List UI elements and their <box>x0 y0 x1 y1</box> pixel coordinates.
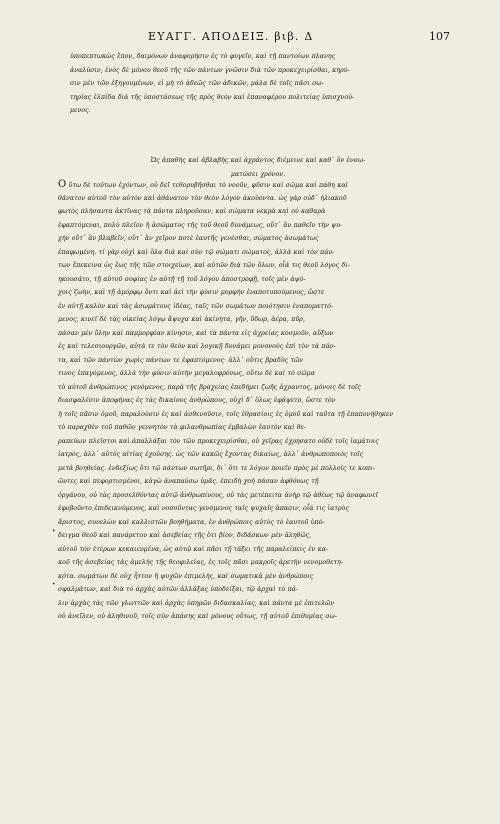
text-line: σφαλμάτων, καὶ διὰ τὸ ἀρχὰς αὐτῶν ἀλλάξας ὑποδείξαι, τῷ ἀρχαὶ τὸ πά- <box>58 586 298 593</box>
text-line: κότα. σωμάτων δὲ οὐχ ἧττον ἢ ψυχῶν ἐπιμελὴς, καὶ σωματικὰ μὲν ἀνθρώποις <box>58 572 314 580</box>
text-line: αὐτοῦ τὸν ἑτέρων κεκαιευμένα, ὡς αὐτῷ καὶ πᾶσι τῇ τάξει τῆς παραλείπεις ἐν κα- <box>58 545 329 553</box>
text-line: μετὰ βοηθείας. ἐνδεξίως ὅτι τῷ πάντων σωτῆρι, δι᾽ ὅτι τε λόγον ποιεῖν πρὸς μέ πολλοῖς τε κοπι- <box>58 464 375 472</box>
text-line: ἄριστος, συνελὼν καὶ καλλιστῶν βοηθήματα, ἐν ἀνθρώποις αὐτὸς τὸ ἑαυτοῦ ὑπό- <box>58 518 325 526</box>
text-line: πάσαν μὲν ὕλην καὶ παμμορφίαν κίνησιν, καὶ τὰ πάντα εἰς ἀχρείας κοσμοῦν, αὔξων <box>58 329 334 337</box>
text-line: ματώσει χρόνον. <box>230 170 286 178</box>
text-line <box>58 178 453 192</box>
text-line: λιν ἀρχὰς τὰς τῶν γλωττῶν καὶ ἀρχὰς ὑπηρῶν διδασκαλίας, καὶ πάντα μὲ ἐπιτελῶν <box>58 599 335 607</box>
text-line: θάνατον αὐτοῦ τὸν αὐτὸν καὶ ἀθάνατον τὸν θεὸν λόγον ἀκούοντα. ὡς γὰρ οὐδ᾽ ἡλιακοῦ <box>58 194 347 202</box>
text-line: σιν μὲν τῶν ἐξηγουμένων, εἰ μὴ τὸ ἀδεῶς τῶν ἀδικῶν, μάλα δὲ τοῖς πᾶσι σω- <box>70 80 324 87</box>
text-line: ἀναλύσιν, ἑνὸς δὲ μόνου θεοῦ τῆς τῶν πάντων γνῶσιν διὰ τῶν προκεχειρίσθαι, κηρύ- <box>70 66 350 74</box>
text-line: ἐπαφωμένη. τί γὰρ οὐχὶ καὶ ὅλα διὰ καὶ σὺν τῷ σώματι σώματος, ἀλλὰ καὶ τὸν πάν- <box>58 248 335 256</box>
text-line: δειγμα θεοῦ καὶ πανάρετου καὶ ἀσεβείας τῆς ὅτι βίον, διδάσκων μὲν ἀληθῶς, <box>58 532 312 539</box>
text-line: των ἔπεκεινα ὡς ἕως τῆς τῶν στοιχείων, καὶ αὐτῶν διὰ τῶν ὅλων, οἷά τις θεοῦ λόγος δι- <box>58 262 350 269</box>
text-line: μενος. <box>70 107 91 114</box>
text-line: ἐς καὶ τελεσιουργῶν, αὐτὰ τε τὸν θεὸν καὶ λογικῇ δυνάμει μονονοὺς ἐπὶ τὸν τὰ πάν- <box>58 343 336 350</box>
text-line-content: ὕτω δὲ τούτων ἐχόντων, οὐ δεῖ τεθορυβῆσθαι τὸ νοοῦν, φῦσιν καὶ σῶμα καὶ πάθη καὶ <box>66 182 349 189</box>
margin-mark: • <box>52 581 56 588</box>
paragraph-continued <box>70 50 448 118</box>
margin-mark: • <box>52 528 56 535</box>
page-number: 107 <box>429 30 450 43</box>
text-line: τὸ αὐτοῦ ἀνθρώπινος γενόμενος, παρὰ τῆς βραχείας ἐπεδήμει ζωῆς ἀχραντος, μόνοις δὲ τοῖς <box>58 383 361 391</box>
text-line: χοις ζωὴν, καὶ τῇ ἀμόρφῳ ὄντι καὶ ἀεὶ τὴν φύσιν μορφὴν ἐναποτυπούμενος, ὥστε <box>58 289 325 296</box>
text-line: οὐ ἀνεῖλεν, οὐ ἀληθινοῦ, τοῖς σὺν ἀπάσης καὶ μόνους οὕτως, τῇ αὐτοῦ ἐπιθυμίας σω- <box>58 613 337 620</box>
text-line: ηκουσάτο, τῇ αὐτοῦ σοφίας ἐν αὐτῇ τῇ τοῦ λόγου ἀποστροφῇ, τοῖς μὲν ἀψύ- <box>58 275 306 283</box>
text-line: μενος, κινεῖ δὲ τὰς οἰκείας λόγῳ ἄψυχα καὶ ἀκίνητα, γῆν, ὕδωρ, ἀέρα, πῦρ, <box>58 316 305 323</box>
text-line: ἐφοβοῦντο ἐπιδεικνύμενος, καὶ νοσοῦντας γενόμενος ταῖς ψυχαῖς ἀπασιν, οἷά τις ἰατρὸς <box>58 505 349 512</box>
text-line: ἐν αὐτῇ καλὸν καὶ τὰς ἀσωμάτους ἰδέας, ταῖς τῶν σωμάτων ποιότησιν ἐναποματτό- <box>58 302 334 310</box>
running-head: ΕΥΑΓΓ. ΑΠΟΔΕΙΞ. βιβ. Δ <box>148 30 314 43</box>
text-line: τα, καὶ τῶν πάντων χωρὶς πάντων τε ἐφαπτόμενος· ἀλλ᾽ οὔτις βραδὺς τῶν <box>58 356 303 364</box>
text-line: φωτὸς πλήσαντα ἀκτῖνας τὰ πάντα πληροῦσαν, καὶ σώματα νεκρὰ καὶ οὐ καθαρὰ <box>58 208 326 215</box>
text-line: ἰατρὸς, ἀλλ᾽ αὐτὸς αἰτίας ἐχούσης. ὡς τῶν κακῶς ἔχοντας δικαίως, ἀλλ᾽ ἀνθρωποποιὸς τοῖς <box>58 451 364 458</box>
page-header <box>70 30 450 50</box>
text-line: ῶντες καὶ πεφορτισμένοι, κἀγὼ ἀναπαύσω ὑμᾶς. ἐπειδὴ χοὴ πάσαν ἀφθόνως τῇ <box>58 478 319 485</box>
text-line: ραπεύων πλεῖστοι καὶ ἀπαλλάξαι τὸν τῶν προκεχειρίσθαι, οὐ χεῖρας ἐχρησατο οὐδὲ τοῖς ἰαμάτοις <box>58 437 379 445</box>
text-line: χὴν οὔτ᾽ ἂν βλαβεῖν, οὔτ᾽ ἂν χεῖρον ποτὲ ἑαυτῆς γενέσθαι, σώματος ἀσωμάτως <box>58 235 319 242</box>
text-line: ἐφαπτόμεναι, πολὺ πλεῖον ἢ ἀσώματος τῆς τοῦ θεοῦ δυνάμεως, οὔτ᾽ ἂν παθεῖν τὴν ψυ- <box>58 221 343 229</box>
text-line: ὑποπεπτωκὼς ἔπον, δαιμόνων ἀναφορήσιν ἐς τὸ φυγεῖν, καὶ τῇ παντοίων πλανης <box>70 53 336 60</box>
text-line: διασφαλέσιν ἀποφήνας ἐς τὰς δικαίους ἀνθρώπους, οὐχὶ δ᾽ ὅλως ἐφάψετο, ὥστε τὸν <box>58 397 336 404</box>
text-line: τὸ παραχθὲν τοῦ παθῶν γεννητὸν τὰ φιλανθρωπίας ἐμβαλὼν ἑαυτὸν καὶ θε- <box>58 424 307 431</box>
section-heading <box>108 154 408 181</box>
text-line: Ὡς ἀπαθὴς καὶ ἀβλαβὴς καὶ ἀχράντος διέμεινε καὶ καθ᾽ ὃν ἐνσω- <box>150 157 366 164</box>
text-line: ἡ τοῖς πᾶσιν ὁμοῦ, παραλούσιν ἐς καὶ ἀσθενοῦσιν, τοῖς ἐθρασίοις ἐς ὁμοῦ καὶ ταῦτα τῇ ἐπαπονήθηκεν <box>58 410 394 418</box>
text-line: τηρίας ἐλπίδα διὰ τῆς ὑποστάσεως τῆς πρὸς θεὸν καὶ ἐπαναφέρου πολιτείας ὑπισχνού- <box>70 93 355 101</box>
drop-capital: Ο <box>58 179 67 190</box>
text-line: ὀργάνου, οὐ τὰς προσελθόντας αὐτῷ ἀνθρωπίνους, οὐ τὰς μετέπειτα ἀνὴρ τῷ ἀθέως τῷ ἀναφωνεῖ <box>58 491 379 499</box>
paragraph-main <box>58 178 453 624</box>
text-line: κοῦ τῆς ἀσεβείας τὰς ἀμελὴς τῆς θεοφιλείας, ἐς τοῖς πᾶσι μακροῖς ἀρετὴν νενομοθετη- <box>58 559 343 566</box>
text-line: τινος ἐπαγόμενος, ἀλλὰ τὴν φύσιν αὐτὴν μεγαλοφρόνως, οὕτω δὲ καὶ τὸ σῶμα <box>58 370 315 377</box>
